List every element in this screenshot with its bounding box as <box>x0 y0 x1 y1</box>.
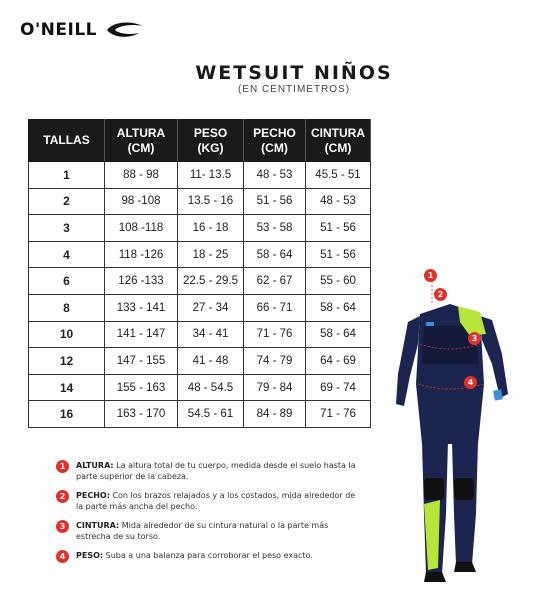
note-label: PECHO: <box>76 491 110 500</box>
note-text <box>76 460 356 482</box>
note-number-badge: 1 <box>56 460 69 473</box>
value-cell: 48 - 53 <box>244 162 306 189</box>
note-item <box>56 550 356 563</box>
note-label: CINTURA: <box>76 521 120 530</box>
table-row <box>29 162 371 189</box>
value-cell: 133 - 141 <box>105 294 178 321</box>
value-cell: 18 - 25 <box>178 241 244 268</box>
value-cell: 51 - 56 <box>306 215 371 242</box>
note-body: Suba a una balanza para corroborar el peso exacto. <box>103 551 313 560</box>
value-cell: 66 - 71 <box>244 294 306 321</box>
value-cell: 51 - 56 <box>306 241 371 268</box>
marker-altura: 1 <box>424 269 437 282</box>
value-cell: 41 - 48 <box>178 348 244 375</box>
wetsuit-illustration <box>380 264 530 586</box>
table-row <box>29 374 371 401</box>
value-cell: 27 - 34 <box>178 294 244 321</box>
value-cell: 126 -133 <box>105 268 178 295</box>
value-cell: 34 - 41 <box>178 321 244 348</box>
value-cell: 55 - 60 <box>306 268 371 295</box>
value-cell: 147 - 155 <box>105 348 178 375</box>
note-text <box>76 490 356 512</box>
note-number-badge: 2 <box>56 490 69 503</box>
value-cell: 88 - 98 <box>105 162 178 189</box>
value-cell: 155 - 163 <box>105 374 178 401</box>
value-cell: 71 - 76 <box>306 401 371 428</box>
size-cell: 4 <box>29 241 105 268</box>
value-cell: 53 - 58 <box>244 215 306 242</box>
note-number-badge: 4 <box>56 550 69 563</box>
size-cell: 12 <box>29 348 105 375</box>
table-row <box>29 241 371 268</box>
marker-peso: 4 <box>464 376 477 389</box>
marker-cintura: 3 <box>468 332 481 345</box>
note-label: ALTURA: <box>76 461 114 470</box>
note-text <box>76 520 356 542</box>
note-item <box>56 490 356 512</box>
header-pecho <box>244 120 306 162</box>
note-label: PESO: <box>76 551 104 560</box>
value-cell: 58 - 64 <box>244 241 306 268</box>
header-tallas <box>29 120 105 162</box>
table-row <box>29 294 371 321</box>
note-number-badge: 3 <box>56 520 69 533</box>
page-title: WETSUIT NIÑOS <box>195 62 393 84</box>
value-cell: 64 - 69 <box>306 348 371 375</box>
size-cell: 16 <box>29 401 105 428</box>
header-label: PECHO (CM) <box>253 125 296 155</box>
header-label: ALTURA (CM) <box>116 125 166 155</box>
measurement-notes <box>56 460 356 571</box>
value-cell: 71 - 76 <box>244 321 306 348</box>
value-cell: 48 - 54.5 <box>178 374 244 401</box>
note-body: La altura total de tu cuerpo, medida desde el suelo hasta la parte superior de la cabeza. <box>76 461 356 481</box>
value-cell: 98 -108 <box>105 188 178 215</box>
value-cell: 108 -118 <box>105 215 178 242</box>
table-row <box>29 321 371 348</box>
size-cell: 2 <box>29 188 105 215</box>
value-cell: 48 - 53 <box>306 188 371 215</box>
size-cell: 8 <box>29 294 105 321</box>
size-cell: 1 <box>29 162 105 189</box>
value-cell: 79 - 84 <box>244 374 306 401</box>
size-cell: 3 <box>29 215 105 242</box>
value-cell: 118 -126 <box>105 241 178 268</box>
header-label: PESO (KG) <box>193 125 228 155</box>
brand-logo <box>20 20 145 40</box>
table-row <box>29 401 371 428</box>
brand-name: O'NEILL <box>20 20 97 40</box>
value-cell: 58 - 64 <box>306 321 371 348</box>
note-item <box>56 460 356 482</box>
header-cintura <box>306 120 371 162</box>
value-cell: 11- 13.5 <box>178 162 244 189</box>
value-cell: 74 - 79 <box>244 348 306 375</box>
size-cell: 14 <box>29 374 105 401</box>
value-cell: 22.5 - 29.5 <box>178 268 244 295</box>
note-item <box>56 520 356 542</box>
title-block <box>0 62 536 95</box>
value-cell: 141 - 147 <box>105 321 178 348</box>
value-cell: 163 - 170 <box>105 401 178 428</box>
value-cell: 45.5 - 51 <box>306 162 371 189</box>
value-cell: 13.5 - 16 <box>178 188 244 215</box>
table-header-row <box>29 120 371 162</box>
value-cell: 58 - 64 <box>306 294 371 321</box>
header-altura <box>105 120 178 162</box>
value-cell: 51 - 56 <box>244 188 306 215</box>
value-cell: 84 - 89 <box>244 401 306 428</box>
value-cell: 54.5 - 61 <box>178 401 244 428</box>
value-cell: 62 - 67 <box>244 268 306 295</box>
table-row <box>29 215 371 242</box>
note-body: Mida alrededor de su cintura natural o la parte más estrecha de su torso. <box>76 521 329 541</box>
size-cell: 6 <box>29 268 105 295</box>
wave-icon <box>105 20 145 40</box>
note-body: Con los brazos relajados y a los costados, mida alrededor de la parte más ancha del pecho. <box>76 491 356 511</box>
header-label: CINTURA (CM) <box>311 125 365 155</box>
value-cell: 69 - 74 <box>306 374 371 401</box>
table-row <box>29 188 371 215</box>
value-cell: 16 - 18 <box>178 215 244 242</box>
marker-pecho: 2 <box>434 288 447 301</box>
header-label: TALLAS <box>43 133 90 147</box>
size-cell: 10 <box>29 321 105 348</box>
page-subtitle: (EN CENTIMETROS) <box>237 84 351 95</box>
wetsuit-figure <box>380 264 530 586</box>
table-row <box>29 348 371 375</box>
header-peso <box>178 120 244 162</box>
size-table <box>28 119 371 428</box>
table-row <box>29 268 371 295</box>
note-text <box>76 550 313 561</box>
